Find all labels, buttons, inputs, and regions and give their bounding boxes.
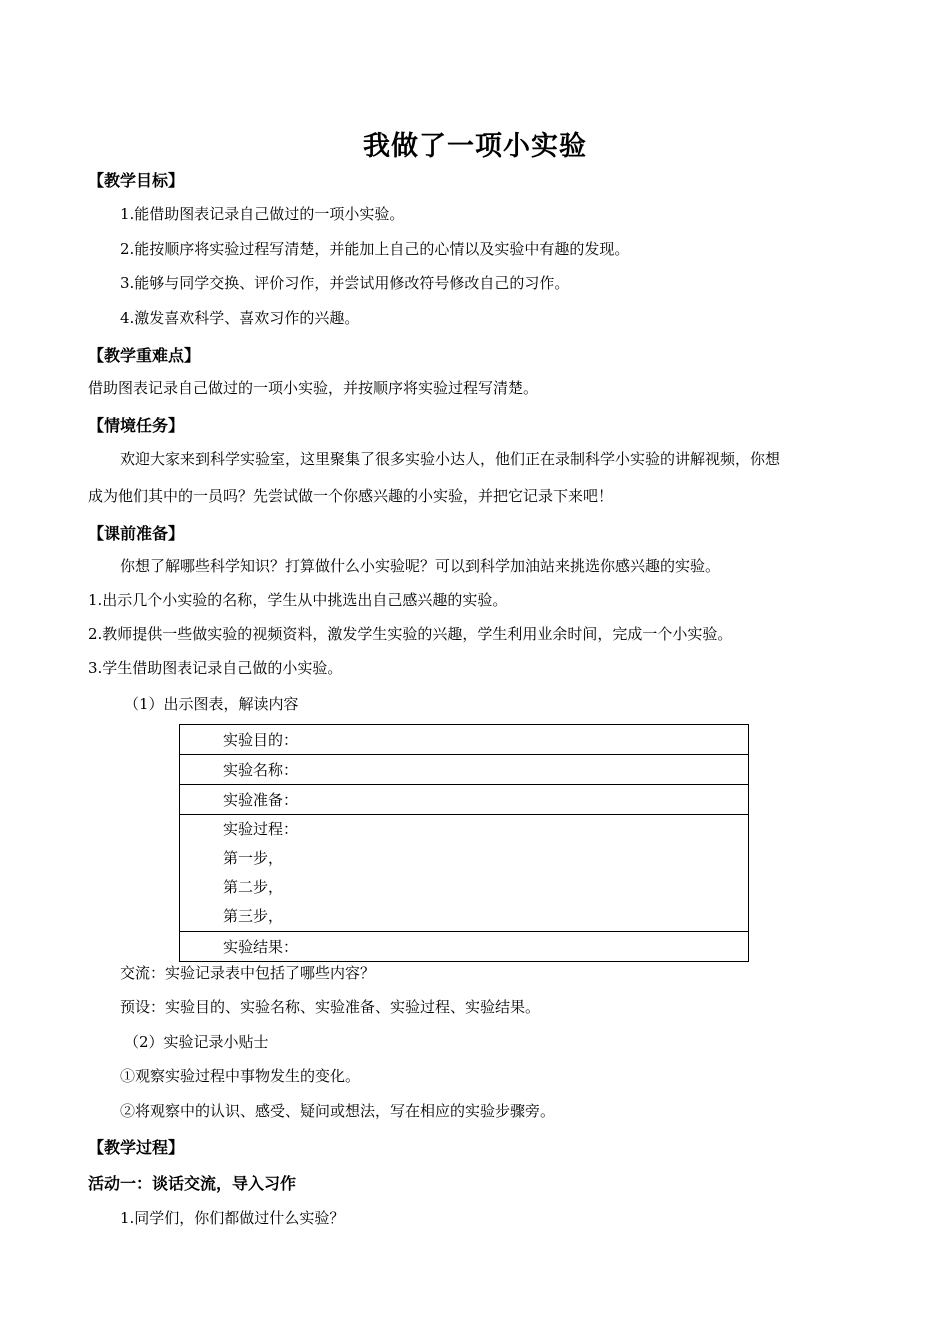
activity-question: 1.同学们，你们都做过什么实验？ xyxy=(120,1209,345,1227)
page-title: 我做了一项小实验 xyxy=(363,131,587,162)
tip-item: ①观察实验过程中事物发生的变化。 xyxy=(120,1067,361,1085)
key-points-text: 借助图表记录自己做过的一项小实验，并按顺序将实验过程写清楚。 xyxy=(88,379,539,397)
table-row xyxy=(180,785,749,815)
prep-heading: 【课前准备】 xyxy=(88,524,185,543)
table-row xyxy=(180,725,749,755)
situation-heading: 【情境任务】 xyxy=(88,416,185,435)
purpose-cell: 实验目的： xyxy=(180,725,749,755)
prep-sub2: （2）实验记录小贴士 xyxy=(124,1033,269,1051)
table-row xyxy=(180,815,749,932)
goals-heading: 【教学目标】 xyxy=(88,171,185,190)
situation-text-line1: 欢迎大家来到科学实验室，这里聚集了很多实验小达人，他们正在录制科学小实验的讲解视频，你想 xyxy=(120,450,781,468)
process-step: 第二步， xyxy=(223,878,284,896)
result-cell: 实验结果： xyxy=(180,932,749,962)
situation-text-line2: 成为他们其中的一员吗？先尝试做一个你感兴趣的小实验，并把它记录下来吧！ xyxy=(88,487,614,505)
process-step: 第一步， xyxy=(223,849,284,867)
process-step: 第三步， xyxy=(223,907,284,925)
materials-cell: 实验准备： xyxy=(180,785,749,815)
goal-item: 4.激发喜欢科学、喜欢习作的兴趣。 xyxy=(120,309,360,327)
goal-item: 2.能按顺序将实验过程写清楚，并能加上自己的心情以及实验中有趣的发现。 xyxy=(120,240,630,258)
name-cell: 实验名称： xyxy=(180,755,749,785)
goal-item: 1.能借助图表记录自己做过的一项小实验。 xyxy=(120,205,405,223)
table-row xyxy=(180,932,749,962)
prep-intro: 你想了解哪些科学知识？打算做什么小实验呢？可以到科学加油站来挑选你感兴趣的实验。 xyxy=(120,557,721,575)
prep-item: 3.学生借助图表记录自己做的小实验。 xyxy=(88,659,343,677)
process-label: 实验过程： xyxy=(223,820,299,838)
prep-item: 2.教师提供一些做实验的视频资料，激发学生实验的兴趣，学生利用业余时间，完成一个小实验。 xyxy=(88,625,733,643)
activity-heading: 活动一：谈话交流，导入习作 xyxy=(88,1174,297,1193)
process-cell xyxy=(180,815,749,932)
prep-sub1: （1）出示图表，解读内容 xyxy=(124,695,299,713)
process-heading: 【教学过程】 xyxy=(88,1138,185,1157)
goal-item: 3.能够与同学交换、评价习作，并尝试用修改符号修改自己的习作。 xyxy=(120,274,570,292)
key-points-heading: 【教学重难点】 xyxy=(88,346,201,365)
exchange-question: 交流：实验记录表中包括了哪些内容？ xyxy=(120,964,376,982)
preset-answer: 预设：实验目的、实验名称、实验准备、实验过程、实验结果。 xyxy=(120,998,541,1016)
table-row xyxy=(180,755,749,785)
prep-item: 1.出示几个小实验的名称，学生从中挑选出自己感兴趣的实验。 xyxy=(88,591,508,609)
tip-item: ②将观察中的认识、感受、疑问或想法，写在相应的实验步骤旁。 xyxy=(120,1102,556,1120)
experiment-record-table xyxy=(179,724,749,962)
